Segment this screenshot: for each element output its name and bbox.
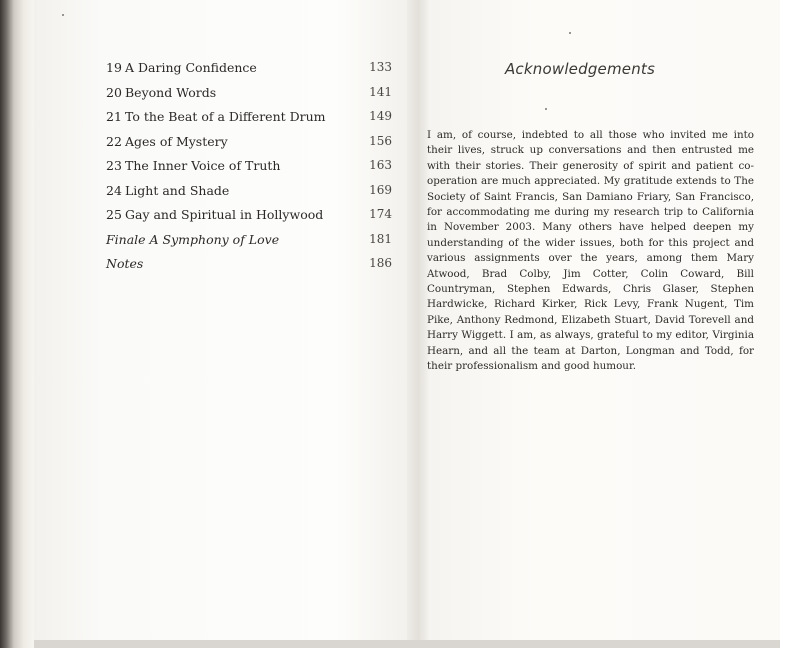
toc-page-number: 156 bbox=[369, 133, 392, 148]
toc-chapter-title: Gay and Spiritual in Hollywood bbox=[125, 207, 324, 222]
toc-notes-title: Notes bbox=[106, 256, 144, 271]
toc-entry bbox=[106, 134, 392, 159]
toc-chapter-number: 20 bbox=[106, 84, 122, 100]
toc-entry bbox=[106, 158, 392, 183]
scan-margin bbox=[780, 0, 800, 648]
toc-chapter-title: Ages of Mystery bbox=[125, 133, 228, 149]
toc-entry bbox=[106, 60, 392, 85]
toc-page-number: 174 bbox=[369, 207, 392, 221]
acknowledgements-body: I am, of course, indebted to all those who invited me into their lives, struck up conversations and then entrusted me with their stories. Their generosity of spirit and patient co-operation are much appreciated. My gratitude extends to The Society of Saint Francis, San Damiano Friary, San Francisco, for accommodating me during my research trip to California in November 2003. Many others have helped deepen my understanding of the wider issues, both for this project and various assignments over the years, among them Mary Atwood, Brad Colby, Jim Cotter, Colin Coward, Bill Countryman, Stephen Edwards, Chris Glaser, Stephen Hardwicke, Richard Kirker, Rick Levy, Frank Nugent, Tim Pike, Anthony Redmond, Elizabeth Stuart, David Torevell and Harry Wiggett. I am, as always, grateful to my editor, Virginia Hearn, and all the team at Darton, Longman and Todd, for their professionalism and good humour. bbox=[427, 129, 754, 373]
toc-page-number: 141 bbox=[369, 84, 392, 99]
toc-chapter-title: A Daring Confidence bbox=[125, 60, 257, 75]
toc-finale-title: Finale A Symphony of Love bbox=[106, 231, 280, 247]
speck-mark bbox=[62, 14, 64, 16]
toc-chapter-number: 21 bbox=[106, 109, 122, 124]
toc-chapter-number: 19 bbox=[106, 60, 122, 75]
page-bottom-edge bbox=[34, 640, 780, 648]
toc-finale-entry bbox=[106, 232, 392, 257]
toc-chapter-title: Light and Shade bbox=[125, 182, 230, 198]
toc-page-number: 149 bbox=[369, 109, 392, 123]
toc-page-number: 133 bbox=[369, 60, 392, 74]
toc-chapter-title: Beyond Words bbox=[125, 84, 217, 100]
toc-page-number: 186 bbox=[369, 256, 392, 270]
acknowledgements-heading: Acknowledgements bbox=[504, 60, 656, 78]
toc-chapter-number: 22 bbox=[106, 133, 122, 149]
toc-chapter-title: The Inner Voice of Truth bbox=[125, 158, 281, 173]
toc-page-number: 169 bbox=[369, 182, 392, 197]
toc-entry bbox=[106, 183, 392, 208]
toc-entry bbox=[106, 207, 392, 232]
toc-entry bbox=[106, 109, 392, 134]
toc-chapter-title: To the Beat of a Different Drum bbox=[125, 109, 326, 124]
book-edge-shadow bbox=[0, 0, 34, 648]
toc-page-number: 181 bbox=[369, 231, 392, 246]
toc-chapter-number: 25 bbox=[106, 207, 122, 222]
speck-mark bbox=[545, 108, 547, 110]
toc-entry bbox=[106, 85, 392, 110]
table-of-contents bbox=[106, 60, 392, 281]
toc-notes-entry bbox=[106, 256, 392, 281]
toc-chapter-number: 23 bbox=[106, 158, 122, 173]
toc-page-number: 163 bbox=[369, 158, 392, 172]
toc-chapter-number: 24 bbox=[106, 182, 122, 198]
speck-mark bbox=[569, 32, 571, 34]
